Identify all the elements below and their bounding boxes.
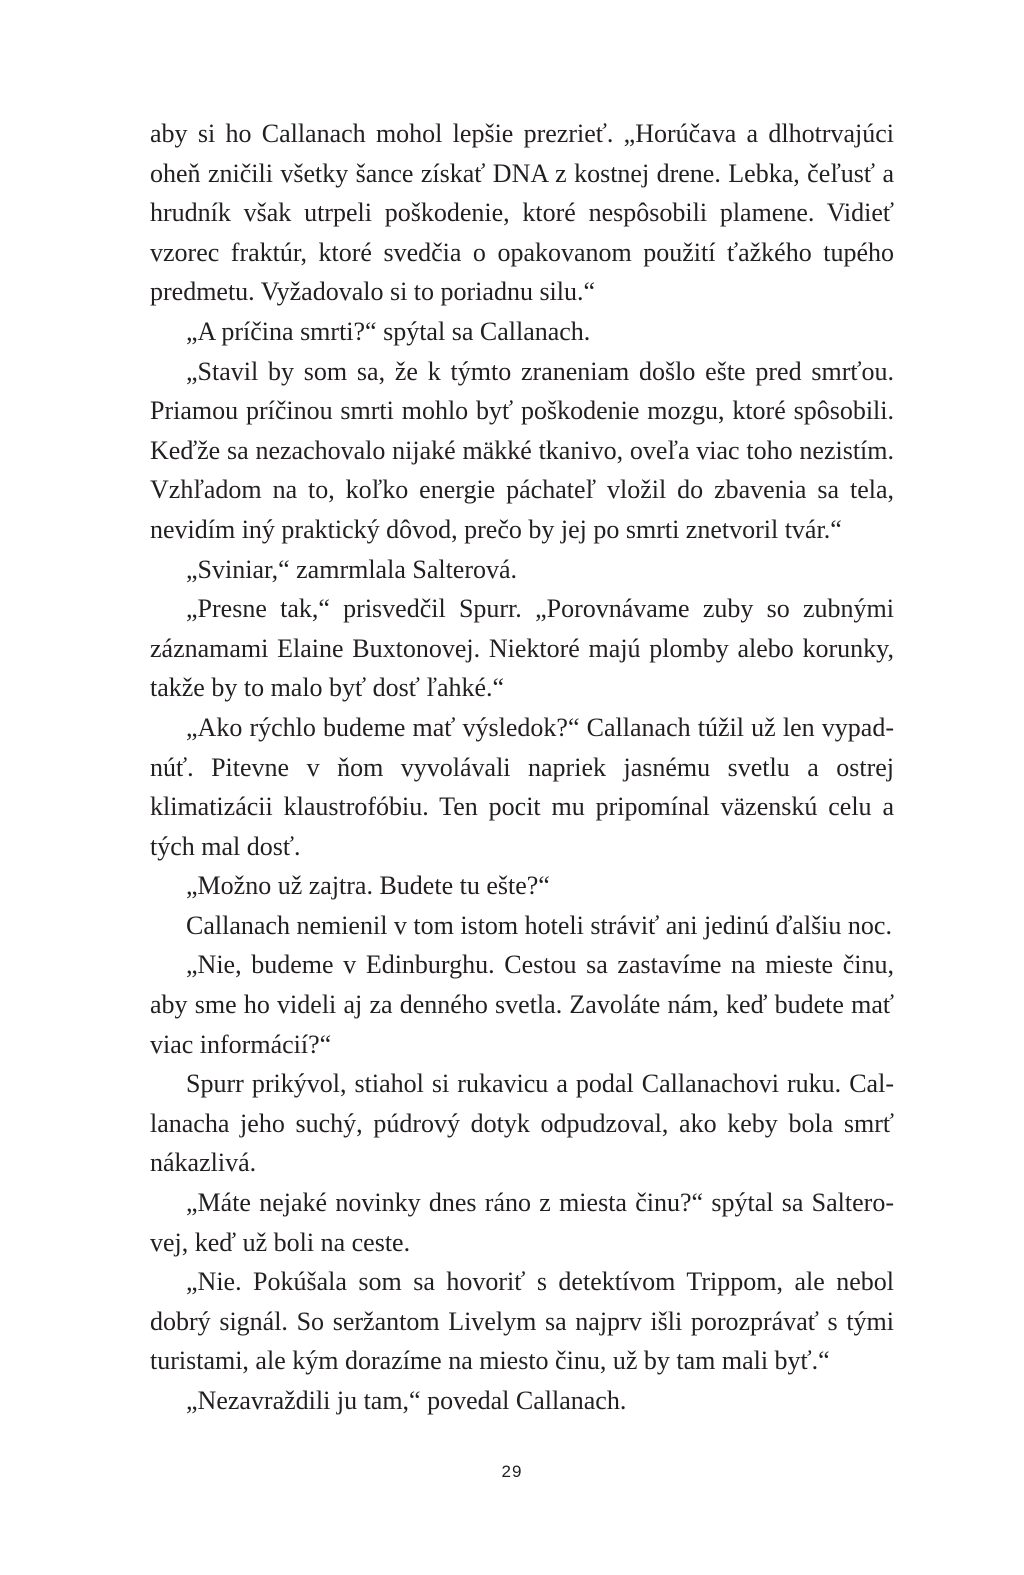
paragraph: „Nie, budeme v Edinburghu. Cestou sa zastavíme na mieste činu, aby sme ho videli aj za denného svetla. Zavoláte nám, keď budete mať viac informácií?“ [150,950,894,1059]
paragraph: „Máte nejaké novinky dnes ráno z miesta činu?“ spýtal sa Salterovej, keď už boli na ceste. [150,1188,894,1257]
paragraph: Callanach nemienil v tom istom hoteli stráviť ani jedinú ďalšiu noc. [186,910,892,940]
paragraph: „A príčina smrti?“ spýtal sa Callanach. [186,316,591,346]
paragraph: „Ako rýchlo budeme mať výsledok?“ Callanach túžil už len vypadnúť. Pitevne v ňom vyvolávali napriek jasnému svetlu a ostrej klimatizácii klaustrofóbiu. Ten pocit mu pripomínal väzenskú celu a tých mal dosť. [150,712,894,861]
paragraph: aby si ho Callanach mohol lepšie prezrieť. „Horúčava a dlhotrvajúci oheň zničili všetky šance získať DNA z kostnej drene. Lebka, čeľusť a hrudník však utrpeli poškodenie, ktoré nespôsobili plamene. Vidieť vzorec fraktúr, ktoré svedčia o opakovanom použití ťažkého tupého predmetu. Vyžadovalo si to poriadnu silu.“ [150,119,894,307]
paragraph: „Sviniar,“ zamrmlala Salterová. [186,554,518,584]
body-text [150,114,894,1421]
paragraph: „Presne tak,“ prisvedčil Spurr. „Porovnávame zuby so zubnými záznamami Elaine Buxtonovej. Niektoré majú plomby alebo korunky, takže by to malo byť dosť ľahké.“ [150,594,894,703]
paragraph: „Nezavraždili ju tam,“ povedal Callanach. [186,1386,627,1415]
page-number: 29 [501,1462,523,1481]
paragraph: „Možno už zajtra. Budete tu ešte?“ [186,871,550,901]
paragraph: „Stavil by som sa, že k týmto zraneniam došlo ešte pred smrťou. Priamou príčinou smrti mohlo byť poškodenie mozgu, ktoré spôsobili. Keďže sa nezachovalo nijaké mäkké tkanivo, oveľa viac toho nezistím. Vzhľadom na to, koľko energie páchateľ vložil do zbavenia sa tela, nevidím iný praktický dôvod, prečo by jej po smrti znetvoril tvár.“ [150,356,894,544]
paragraph: Spurr prikývol, stiahol si rukavicu a podal Callanachovi ruku. Callanacha jeho suchý, púdrový dotyk odpudzoval, ako keby bola smrť nákazlivá. [150,1069,894,1178]
paragraph: „Nie. Pokúšala som sa hovoriť s detektívom Trippom, ale nebol dobrý signál. So seržantom Livelym sa najprv išli porozprávať s tými turistami, ale kým dorazíme na miesto činu, už by tam mali byť.“ [150,1267,894,1376]
